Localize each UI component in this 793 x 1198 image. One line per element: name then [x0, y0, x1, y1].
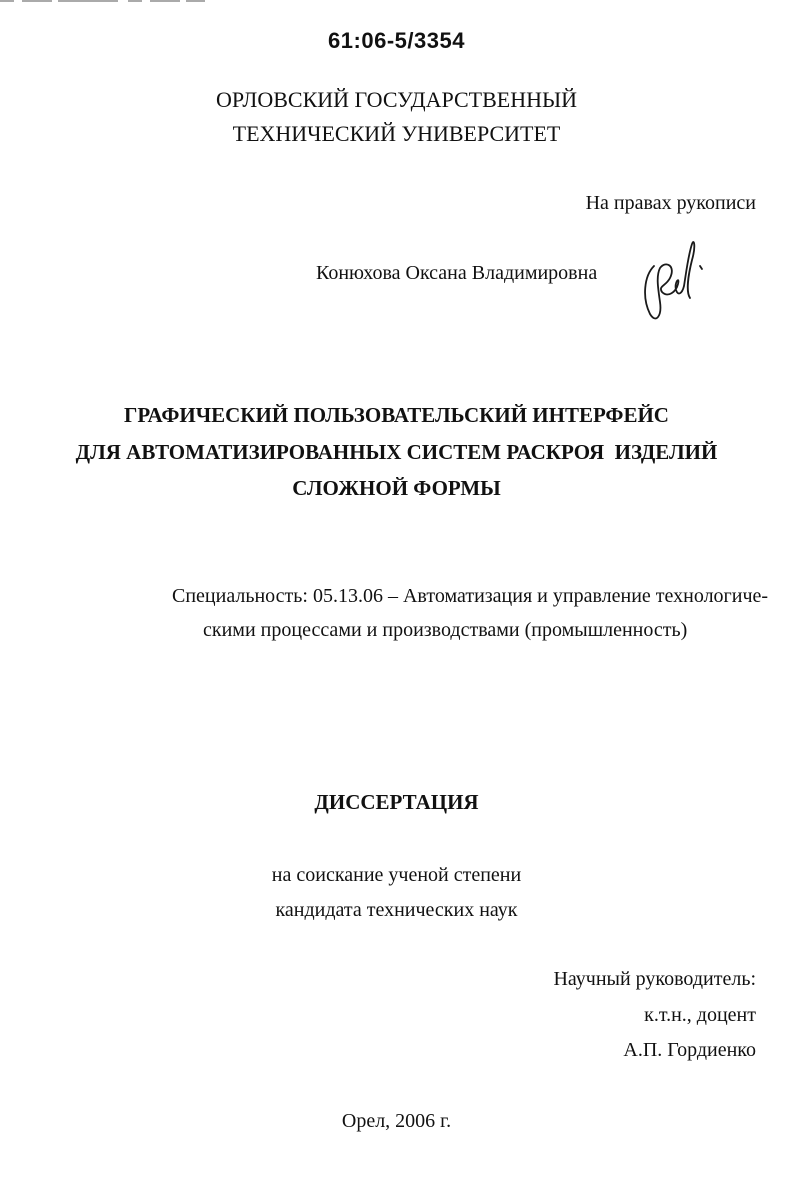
degree-line2: кандидата технических наук — [275, 899, 518, 921]
university-name-line2: ТЕХНИЧЕСКИЙ УНИВЕРСИТЕТ — [232, 121, 561, 146]
supervisor-title: к.т.н., доцент — [644, 1004, 756, 1026]
dissertation-title-line2: ДЛЯ АВТОМАТИЗИРОВАННЫХ СИСТЕМ РАСКРОЯ ИЗДЕЛИЙ — [75, 440, 718, 464]
dissertation-title-line3: СЛОЖНОЙ ФОРМЫ — [292, 476, 501, 500]
author-name: Конюхова Оксана Владимировна — [316, 262, 598, 284]
degree-line1: на соискание ученой степени — [271, 864, 522, 886]
scan-edge-marks — [0, 0, 205, 4]
supervisor-label: Научный руководитель: — [553, 968, 756, 990]
dissertation-title-line1: ГРАФИЧЕСКИЙ ПОЛЬЗОВАТЕЛЬСКИЙ ИНТЕРФЕЙС — [124, 403, 669, 427]
catalog-number: 61:06-5/3354 — [328, 28, 465, 53]
manuscript-rights-note: На правах рукописи — [585, 192, 756, 214]
specialty-line2: скими процессами и производствами (промышленность) — [203, 619, 688, 641]
specialty-line1: Специальность: 05.13.06 – Автоматизация и управление технологиче- — [172, 585, 769, 607]
supervisor-name: А.П. Гордиенко — [623, 1039, 756, 1061]
university-name-line1: ОРЛОВСКИЙ ГОСУДАРСТВЕННЫЙ — [215, 87, 578, 112]
author-signature — [636, 236, 708, 326]
place-and-year: Орел, 2006 г. — [341, 1110, 452, 1132]
work-type-heading: ДИССЕРТАЦИЯ — [314, 790, 479, 814]
